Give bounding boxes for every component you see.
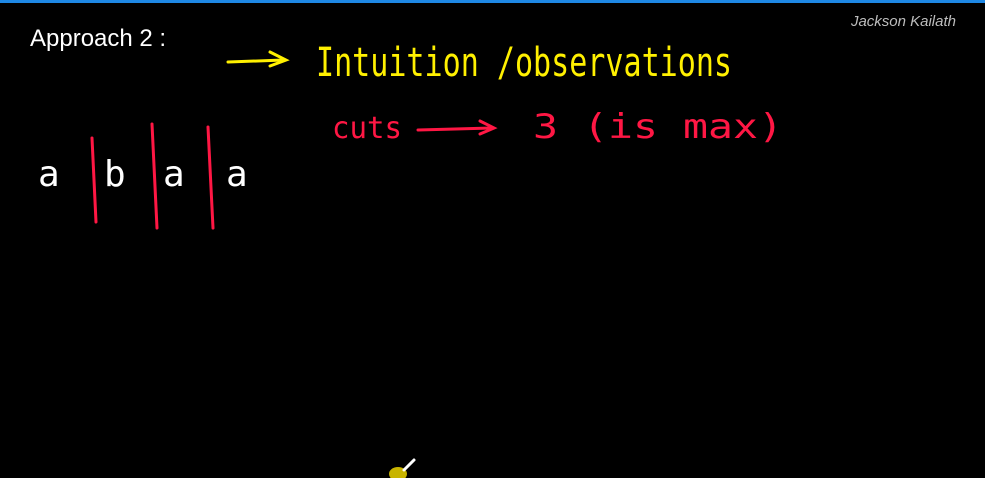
example-string: [38, 124, 248, 228]
cut-mark: [92, 138, 96, 222]
letter-1: a: [38, 154, 60, 195]
pen-cursor-icon[interactable]: [389, 460, 414, 478]
cuts-value: 3 (is max): [533, 107, 783, 147]
cut-mark: [208, 127, 213, 228]
letter-2: b: [104, 154, 126, 195]
page-title: Approach 2 :: [30, 25, 167, 52]
cuts-arrow: [418, 121, 494, 134]
letter-4: a: [226, 154, 248, 195]
cuts-label: cuts: [332, 111, 402, 146]
author-watermark: Jackson Kailath: [850, 13, 956, 30]
heading-text: Intuition /observations: [316, 40, 732, 86]
letter-3: a: [163, 154, 185, 195]
heading-arrow: [228, 52, 286, 66]
cut-mark: [152, 124, 157, 228]
